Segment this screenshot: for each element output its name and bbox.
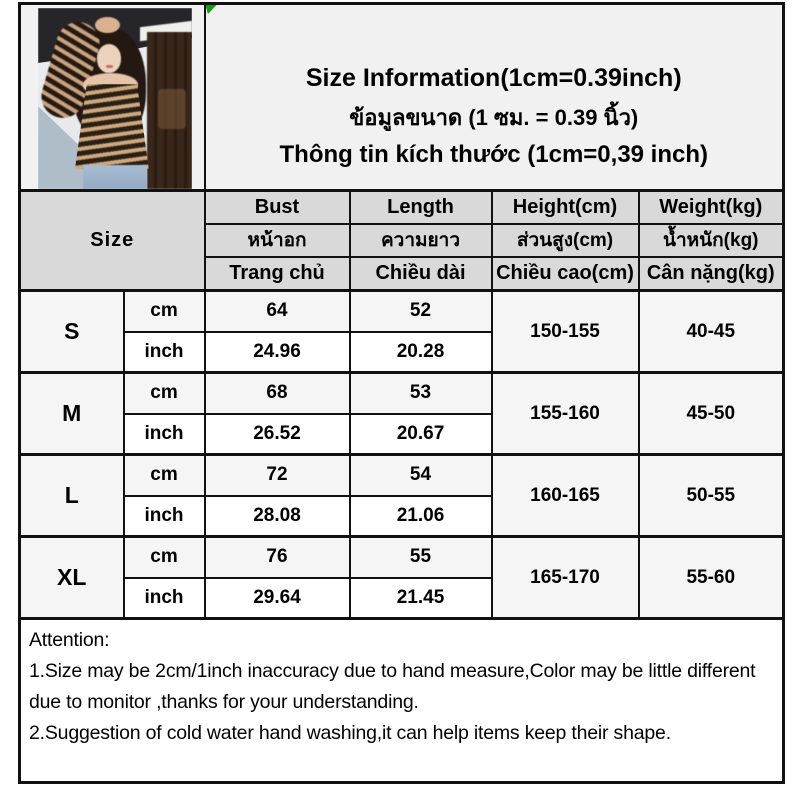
size-header: Size xyxy=(20,191,205,291)
cell-s-inch-length: 20.28 xyxy=(350,332,492,373)
attention-note-1: 1.Size may be 2cm/1inch inaccuracy due to hand measure,Color may be little different due to monitor ,thanks for your understanding. xyxy=(29,660,756,713)
size-label-xl: XL xyxy=(20,537,124,619)
header-bust-en: Bust xyxy=(205,191,350,224)
table-row xyxy=(20,537,784,578)
cell-m-height: 155-160 xyxy=(492,373,639,455)
cell-s-inch-bust: 24.96 xyxy=(205,332,350,373)
table-row xyxy=(20,291,784,332)
cell-xl-inch-length: 21.45 xyxy=(350,578,492,619)
unit-cm: cm xyxy=(124,455,205,496)
cell-l-cm-length: 54 xyxy=(350,455,492,496)
header-length-th: ความยาว xyxy=(350,224,492,257)
size-label-s: S xyxy=(20,291,124,373)
header-height-th: ส่วนสูง(cm) xyxy=(492,224,639,257)
cell-l-height: 160-165 xyxy=(492,455,639,537)
cell-l-cm-bust: 72 xyxy=(205,455,350,496)
cell-xl-cm-length: 55 xyxy=(350,537,492,578)
attention-note-2: 2.Suggestion of cold water hand washing,it can help items keep their shape. xyxy=(29,722,671,744)
photo-model-jeans xyxy=(83,165,148,189)
header-weight-th: น้ำหนัก(kg) xyxy=(639,224,784,257)
header-bust-vi: Trang chủ xyxy=(205,257,350,291)
title-english: Size Information(1cm=0.39inch) xyxy=(305,64,682,92)
unit-inch: inch xyxy=(124,414,205,455)
top-row xyxy=(20,4,784,191)
cell-xl-height: 165-170 xyxy=(492,537,639,619)
attention-heading: Attention: xyxy=(29,629,110,651)
photo-door-highlight xyxy=(158,89,186,129)
product-photo xyxy=(38,8,192,189)
cell-m-inch-length: 20.67 xyxy=(350,414,492,455)
unit-inch: inch xyxy=(124,332,205,373)
cell-xl-inch-bust: 29.64 xyxy=(205,578,350,619)
cell-s-height: 150-155 xyxy=(492,291,639,373)
header-bust-th: หน้าอก xyxy=(205,224,350,257)
header-row-english xyxy=(20,191,784,224)
cell-m-cm-bust: 68 xyxy=(205,373,350,414)
unit-inch: inch xyxy=(124,578,205,619)
photo-cell xyxy=(20,4,205,191)
header-length-vi: Chiều dài xyxy=(350,257,492,291)
cell-xl-cm-bust: 76 xyxy=(205,537,350,578)
table-row xyxy=(20,455,784,496)
size-label-l: L xyxy=(20,455,124,537)
cell-xl-weight: 55-60 xyxy=(639,537,784,619)
cell-m-cm-length: 53 xyxy=(350,373,492,414)
title-vietnamese: Thông tin kích thước (1cm=0,39 inch) xyxy=(279,141,709,168)
photo-model-striped-top xyxy=(75,84,149,169)
cell-s-weight: 40-45 xyxy=(639,291,784,373)
unit-cm: cm xyxy=(124,373,205,414)
green-corner-marker-icon xyxy=(206,5,217,14)
cell-s-cm-length: 52 xyxy=(350,291,492,332)
cell-m-weight: 45-50 xyxy=(639,373,784,455)
size-label-m: M xyxy=(20,373,124,455)
title-cell xyxy=(205,4,784,191)
cell-l-inch-length: 21.06 xyxy=(350,496,492,537)
header-weight-en: Weight(kg) xyxy=(639,191,784,224)
photo-model-lips xyxy=(106,65,113,68)
attention-row xyxy=(20,619,784,783)
header-height-en: Height(cm) xyxy=(492,191,639,224)
cell-m-inch-bust: 26.52 xyxy=(205,414,350,455)
cell-s-cm-bust: 64 xyxy=(205,291,350,332)
unit-cm: cm xyxy=(124,291,205,332)
table-row xyxy=(20,373,784,414)
header-length-en: Length xyxy=(350,191,492,224)
header-height-vi: Chiều cao(cm) xyxy=(492,257,639,291)
title-thai: ข้อมูลขนาด (1 ซม. = 0.39 นิ้ว) xyxy=(349,105,639,130)
photo-model-hand xyxy=(95,17,120,33)
unit-inch: inch xyxy=(124,496,205,537)
size-table xyxy=(18,2,785,784)
cell-l-weight: 50-55 xyxy=(639,455,784,537)
attention-cell xyxy=(20,619,784,783)
photo-model-face xyxy=(97,44,122,73)
cell-l-inch-bust: 28.08 xyxy=(205,496,350,537)
header-weight-vi: Cân nặng(kg) xyxy=(639,257,784,291)
unit-cm: cm xyxy=(124,537,205,578)
